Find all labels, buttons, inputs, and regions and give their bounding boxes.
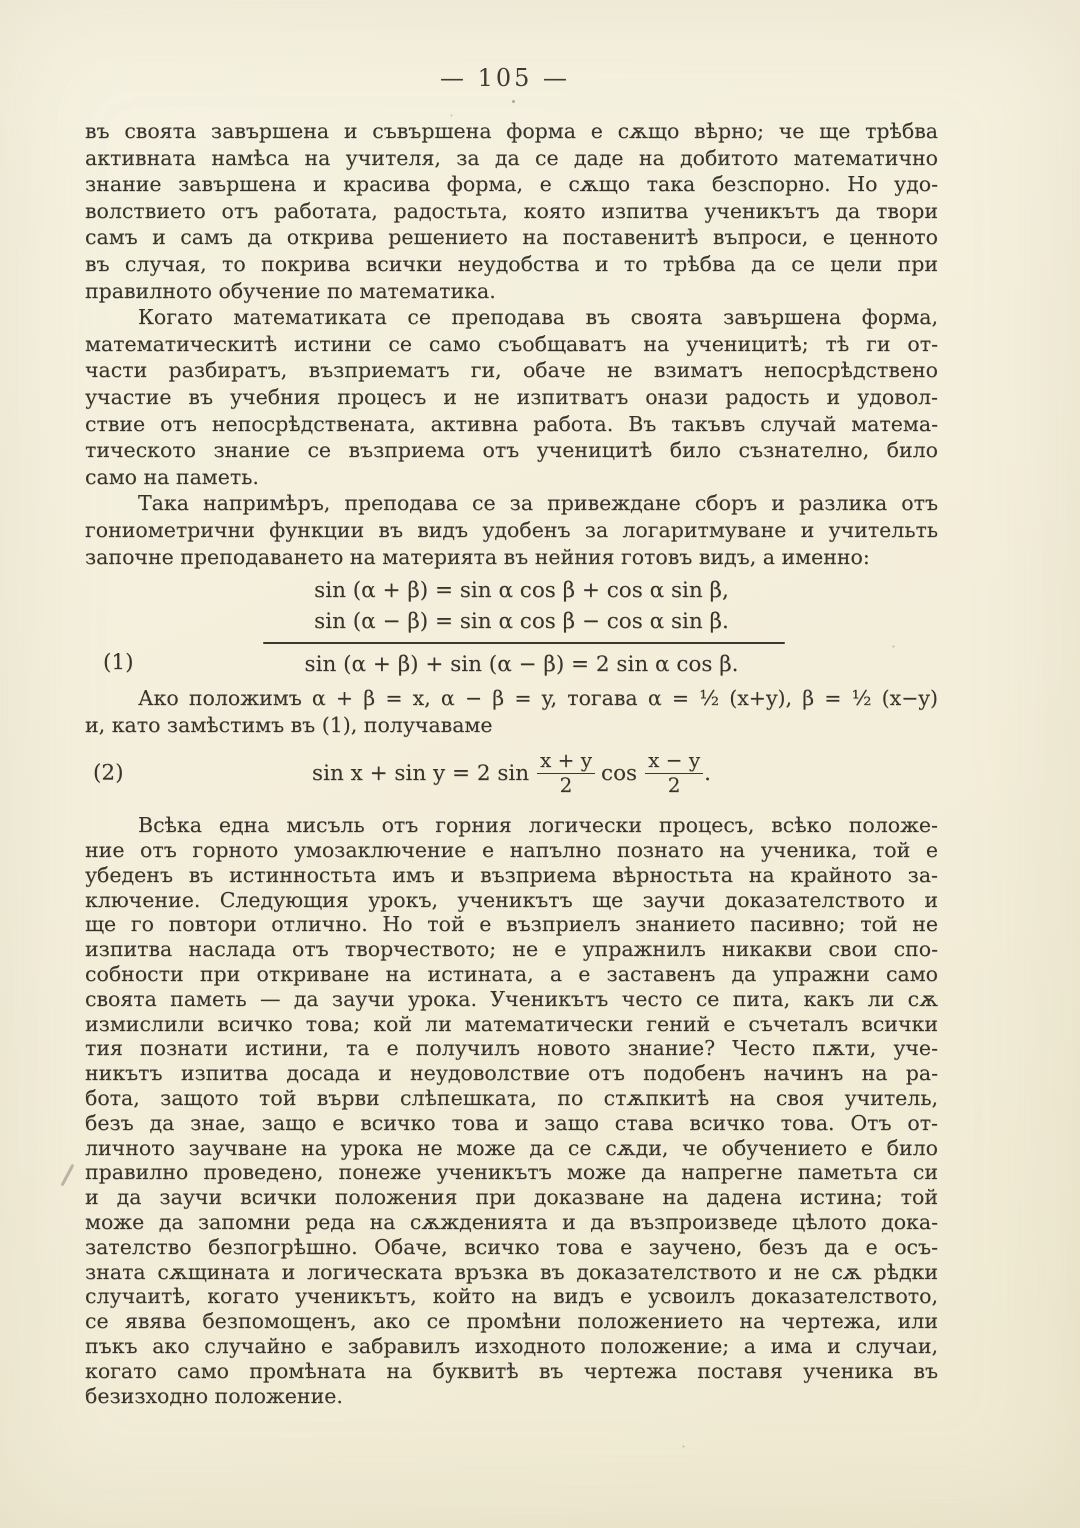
- text-line: започне преподаването на материята въ нейния готовъ видъ, а именно:: [85, 544, 870, 569]
- text-line: изпитва наслада отъ творчеството; не е упражнилъ никакви свои спо-: [85, 937, 938, 962]
- fraction-sum-half: [537, 750, 595, 796]
- fraction-denominator: 2: [559, 773, 573, 798]
- text-line: зната сѫщината и логическата връзка въ доказателството и не сѫ рѣдки: [85, 1259, 938, 1284]
- formula-block-2: [85, 742, 938, 804]
- text-line: случаитѣ, когато ученикътъ, който на видъ е усвоилъ доказателството,: [85, 1284, 938, 1309]
- text-line: само на паметь.: [85, 464, 259, 489]
- text-line: ствие отъ непосрѣдствената, активна работа. Въ такъвъ случай матема-: [85, 411, 938, 436]
- paragraph-3: [85, 490, 938, 570]
- formula-left-side: sin x + sin y = 2 sin: [312, 760, 536, 786]
- text-line: зателство безпогрѣшно. Обаче, всичко това е заучено, безъ да е осъ-: [85, 1234, 938, 1259]
- text-line: ще го повтори отлично. Но той е възприелъ знанието пасивно; той не: [85, 912, 938, 937]
- text-line: Така напримѣръ, преподава се за привеждане сборъ и разлика отъ: [138, 491, 938, 516]
- text-line: пъкъ ако случайно е забравилъ изходното положение; а има и случаи,: [85, 1334, 938, 1359]
- text-line: самъ и самъ да открива решението на поставенитѣ въпроси, е ценното: [85, 225, 938, 250]
- fraction-numerator: x − y: [645, 750, 703, 774]
- equation-number-1: (1): [103, 650, 134, 676]
- text-line: и да заучи всички положения при доказване на дадена истина; той: [85, 1185, 938, 1210]
- text-line: може да запомни реда на сѫжденията и да възпроизведе цѣлото дока-: [85, 1210, 938, 1235]
- text-line: никътъ изпитва досада и неудоволствие отъ подобенъ начинъ на ра-: [85, 1061, 938, 1086]
- formula-period: .: [704, 760, 711, 786]
- formula-line-difference: sin (α − β) = sin α cos β − cos α sin β.: [314, 609, 729, 635]
- paper-specks: [512, 100, 515, 103]
- equation-number-2: (2): [93, 760, 124, 786]
- text-line: Ако положимъ α + β = x, α − β = y, тогава α = ½ (x+y), β = ½ (x−y): [138, 686, 938, 711]
- fraction-denominator: 2: [667, 773, 681, 798]
- text-line: собности при откриване на истината, а е заставенъ да упражни само: [85, 962, 938, 987]
- text-line: ключение. Следующия урокъ, ученикътъ ще заучи доказателството и: [85, 887, 938, 912]
- text-line: личното заучване на урока не може да се сѫди, че обучението е било: [85, 1135, 938, 1160]
- text-line: математическитѣ истини се само съобщаватъ на ученицитѣ; тѣ ги от-: [85, 331, 938, 356]
- fraction-numerator: x + y: [537, 750, 595, 774]
- text-line: активната намѣса на учителя, за да се даде на добитото математично: [85, 145, 938, 170]
- text-line: се явява безпомощенъ, ако се промѣни положението на чертежа, или: [85, 1309, 938, 1334]
- text-line: въ случая, то покрива всички неудобства и то трѣбва да се цели при: [85, 251, 938, 276]
- text-line: знание завършена и красива форма, е сѫщо така безспорно. Но удо-: [85, 172, 938, 197]
- sum-rule-line: [263, 642, 785, 644]
- text-line: въ своята завършена и съвършена форма е сѫщо вѣрно; че ще трѣбва: [85, 119, 938, 143]
- paragraph-2: [85, 304, 938, 490]
- paragraph-4: [85, 685, 938, 738]
- text-line: правилното обучение по математика.: [85, 278, 496, 303]
- text-line: гониометрични функции въ видъ удобенъ за логаритмуване и учительть: [85, 517, 938, 542]
- text-line: участие въ учебния процесъ и не изпитватъ онази радость и удовол-: [85, 384, 938, 409]
- pen-mark: [61, 1164, 74, 1186]
- text-line: волствието отъ работата, радостьта, която изпитва ученикътъ да твори: [85, 198, 938, 223]
- formula-line-result: [95, 648, 948, 681]
- text-line: части разбиратъ, възприематъ ги, обаче не взиматъ непосрѣдствено: [85, 358, 938, 383]
- fraction-difference-half: [645, 750, 703, 796]
- text-line: тическото знание се възприема отъ ученицитѣ било съзнателно, било: [85, 438, 938, 463]
- text-line: безизходно положение.: [85, 1383, 343, 1408]
- text-line: когато само промѣната на буквитѣ въ чертежа поставя ученика въ: [85, 1358, 938, 1383]
- text-block: [85, 118, 938, 1408]
- text-line: и, като замѣстимъ въ (1), получаваме: [85, 712, 493, 737]
- formula-block-1: [85, 575, 938, 681]
- formula-line-sum: sin (α + β) = sin α cos β + cos α sin β,: [314, 578, 729, 604]
- text-line: измислили всичко това; кой ли математически гений е съчеталъ всички: [85, 1011, 938, 1036]
- paragraph-1: [85, 118, 938, 304]
- text-line: Всѣка една мисъль отъ горния логически процесъ, всѣко положе-: [138, 813, 938, 838]
- formula-result-text: sin (α + β) + sin (α − β) = 2 sin α cos β.: [304, 652, 739, 678]
- text-line: своята паметь — да заучи урока. Ученикътъ често се пита, какъ ли сѫ: [85, 986, 938, 1011]
- text-line: бота, защото той върви слѣпешката, по стѫпкитѣ на своя учитель,: [85, 1086, 938, 1111]
- text-line: правилно проведено, понеже ученикътъ може да напрегне паметьта си: [85, 1160, 938, 1185]
- paragraph-5: [85, 813, 938, 1408]
- text-line: тия познати истини, та е получилъ новото знание? Често пѫти, уче-: [85, 1036, 938, 1061]
- text-line: убеденъ въ истинностьта имъ и възприема вѣрностьта на крайното за-: [85, 862, 938, 887]
- text-line: ние отъ горното умозаключение е напълно познато на ученика, той е: [85, 838, 938, 863]
- text-line: безъ да знае, защо е всичко това и защо става всичко това. Отъ от-: [85, 1110, 938, 1135]
- formula-cos-operator: cos: [601, 760, 638, 786]
- page-number: — 105 —: [439, 64, 571, 92]
- text-line: Когато математиката се преподава въ своята завършена форма,: [138, 305, 938, 330]
